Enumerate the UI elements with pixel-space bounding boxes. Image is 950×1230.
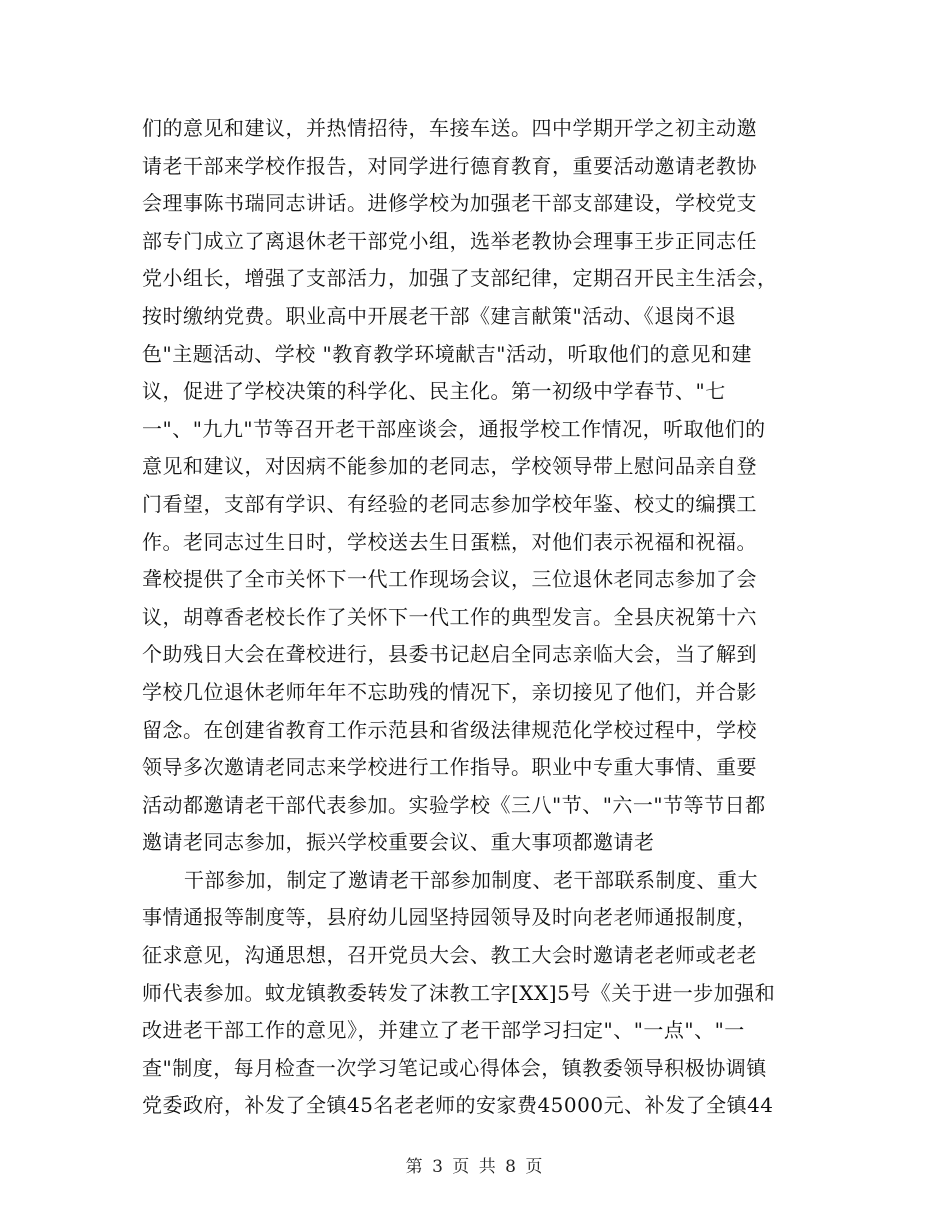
text-line: 活动都邀请老干部代表参加。实验学校《三八"节、"六一"节等节日都 (142, 792, 766, 817)
text-line: 党小组长，增强了支部活力，加强了支部纪律，定期召开民主生活会， (142, 266, 778, 291)
text-line: 议，促进了学校决策的科学化、民主化。第一初级中学春节、"七 (142, 379, 726, 404)
text-line: 个助残日大会在聋校进行，县委书记赵启全同志亲临大会，当了解到 (142, 642, 757, 667)
page-number-footer: 第 3 页 共 8 页 (405, 1157, 545, 1177)
text-line: 意见和建议，对因病不能参加的老同志，学校领导带上慰问品亲自登 (142, 454, 757, 479)
text-line: 们的意见和建议，并热情招待，车接车送。四中学期开学之初主动邀 (142, 116, 757, 140)
text-line: 查"制度，每月检查一次学习笔记或心得体会，镇教委领导积极协调镇 (142, 1055, 767, 1080)
text-line: 领导多次邀请老同志来学校进行工作指导。职业中专重大事情、重要 (142, 755, 757, 780)
text-line: 改进老干部工作的意见》，并建立了老干部学习扫定"、"一点"、"一 (142, 1018, 745, 1043)
text-line: 留念。在创建省教育工作示范县和省级法律规范化学校过程中，学校 (142, 717, 757, 742)
text-line: 征求意见，沟通思想，召开党员大会、教工大会时邀请老老师或老老 (142, 943, 757, 968)
text-line: 一"、"九九"节等召开老干部座谈会，通报学校工作情况，听取他们的 (142, 416, 766, 441)
text-line: 聋校提供了全市关怀下一代工作现场会议，三位退休老同志参加了会 (142, 567, 757, 592)
text-line: 党委政府，补发了全镇45名老老师的安家费45000元、补发了全镇44 (142, 1093, 774, 1118)
text-line: 师代表参加。蚊龙镇教委转发了沫教工字[XX]5号《关于进一步加强和 (142, 980, 776, 1005)
text-line: 请老干部来学校作报告，对同学进行德育教育，重要活动邀请老教协 (142, 153, 757, 178)
text-line: 会理事陈书瑞同志讲话。进修学校为加强老干部支部建设，学校党支 (142, 191, 757, 216)
body-text (142, 110, 812, 1125)
text-line: 邀请老同志参加，振兴学校重要会议、重大事项都邀请老 (142, 830, 655, 855)
text-line: 门看望，支部有学识、有经验的老同志参加学校年鉴、校丈的编撰工 (142, 491, 757, 516)
text-line: 学校几位退休老师年年不忘助残的情况下，亲切接见了他们，并合影 (142, 679, 757, 704)
text-line: 按时缴纳党费。职业高中开展老干部《建言献策"活动、《退岗不退 (142, 303, 737, 328)
text-line: 议，胡尊香老校长作了关怀下一代工作的典型发言。全县庆祝第十六 (142, 604, 757, 629)
text-line: 色"主题活动、学校 "教育教学环境献吉"活动，听取他们的意见和建 (142, 341, 752, 366)
text-line: 作。老同志过生日时，学校送去生日蛋糕，对他们表示祝福和祝福。 (142, 529, 757, 554)
text-line: 部专门成立了离退休老干部党小组，选举老教协会理事王步正同志任 (142, 228, 757, 253)
text-line: 事情通报等制度等，县府幼儿园坚持园领导及时向老老师通报制度， (142, 905, 757, 930)
paragraph-start-line: 干部参加，制定了邀请老干部参加制度、老干部联系制度、重大 (184, 867, 758, 892)
